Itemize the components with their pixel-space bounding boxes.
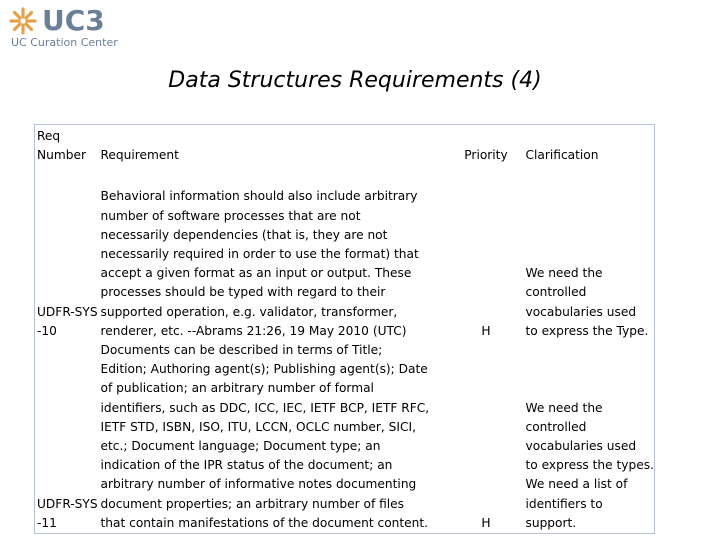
clarification-line: We need the xyxy=(525,400,603,415)
priority-cell xyxy=(449,341,524,534)
requirement-line: necessarily required in order to use the format) that xyxy=(100,246,419,261)
requirement-line: accept a given format as an input or output. These xyxy=(100,266,412,281)
requirement-line: of publication; an arbitrary number of formal xyxy=(100,381,374,396)
clarification-line: to express the types. xyxy=(525,458,654,473)
requirement-line: IETF STD, ISBN, ISO, ITU, LCCN, OCLC number, SICI, xyxy=(100,419,416,434)
req-number-line: UDFR-SYS xyxy=(37,496,98,511)
requirement-line: etc.; Document language; Document type; an xyxy=(100,439,381,454)
logo-name: UC3 xyxy=(42,4,105,37)
header-req-number xyxy=(35,125,99,166)
clarification-line: to express the Type. xyxy=(525,323,649,338)
requirement-line: that contain manifestations of the document content. xyxy=(100,515,429,530)
requirement-line: necessarily dependencies (that is, they are not xyxy=(100,227,388,242)
header-clarification xyxy=(524,125,655,166)
priority-value: H xyxy=(481,323,491,338)
req-number-cell xyxy=(35,341,99,534)
priority-cell xyxy=(449,165,524,341)
requirement-cell xyxy=(99,165,449,341)
logo-subtitle: UC Curation Center xyxy=(11,36,118,49)
requirement-line: renderer, etc. --Abrams 21:26, 19 May 2010 (UTC) xyxy=(100,323,407,338)
clarification-line: We need the xyxy=(525,266,603,281)
header-clarification-label: Clarification xyxy=(525,147,599,162)
clarification-cell xyxy=(524,341,655,534)
requirement-line: arbitrary number of informative notes documenting xyxy=(100,477,417,492)
header-requirement-label: Requirement xyxy=(100,147,179,162)
uc3-logo xyxy=(8,6,128,50)
requirement-line: processes should be typed with regard to their xyxy=(100,285,386,300)
clarification-line: controlled xyxy=(525,285,587,300)
requirement-line: document properties; an arbitrary number of files xyxy=(100,496,405,511)
header-req-number-line: Number xyxy=(37,147,86,162)
clarification-line: identifiers to xyxy=(525,496,603,511)
requirement-line: number of software processes that are not xyxy=(100,208,361,223)
clarification-line: vocabularies used xyxy=(525,439,637,454)
clarification-line: We need a list of xyxy=(525,477,628,492)
header-priority-label: Priority xyxy=(464,147,508,162)
req-number-line: -10 xyxy=(37,323,57,338)
requirement-line: identifiers, such as DDC, ICC, IEC, IETF BCP, IETF RFC, xyxy=(100,400,430,415)
requirement-line: Documents can be described in terms of Title; xyxy=(100,343,383,357)
clarification-cell xyxy=(524,165,655,341)
header-requirement xyxy=(99,125,449,166)
req-number-cell xyxy=(35,165,99,341)
requirement-line: Behavioral information should also include arbitrary xyxy=(100,189,418,204)
requirements-table xyxy=(34,124,655,534)
table-row xyxy=(35,341,655,534)
clarification-line: vocabularies used xyxy=(525,304,637,319)
sunburst-icon xyxy=(8,6,38,36)
requirement-line: supported operation, e.g. validator, transformer, xyxy=(100,304,398,319)
page-title: Data Structures Requirements (4) xyxy=(168,68,542,93)
req-number-line: UDFR-SYS xyxy=(37,304,98,319)
req-number-line: -11 xyxy=(37,515,57,530)
requirement-cell xyxy=(99,341,449,534)
priority-value: H xyxy=(481,515,491,530)
requirement-line: indication of the IPR status of the document; an xyxy=(100,458,393,473)
clarification-line: controlled xyxy=(525,419,587,434)
table-header-row xyxy=(35,125,655,166)
requirement-line: Edition; Authoring agent(s); Publishing agent(s); Date xyxy=(100,362,428,377)
header-priority xyxy=(449,125,524,166)
header-req-number-line: Req xyxy=(37,128,61,143)
clarification-line: support. xyxy=(525,515,577,530)
table-row xyxy=(35,165,655,341)
